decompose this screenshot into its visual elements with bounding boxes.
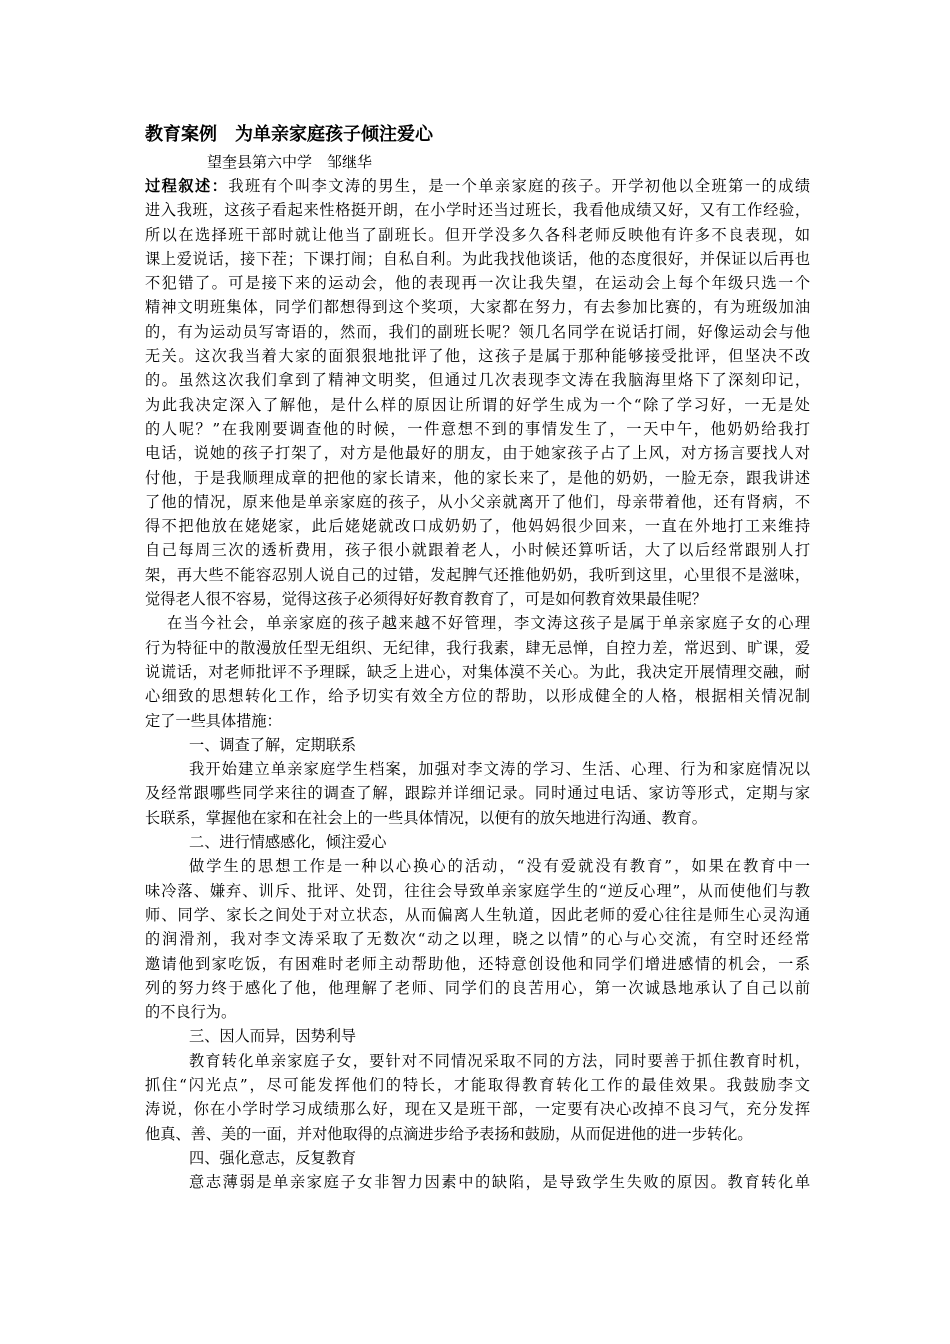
document-page [145, 120, 810, 1194]
text-line [145, 660, 810, 684]
line-text: 精神文明班集体，同学们都想得到这个奖项，大家都在努力，有去参加比赛的，有为班级加油 [145, 298, 810, 317]
line-text: 意志薄弱是单亲家庭子女非智力因素中的缺陷，是导致学生失败的原因。教育转化单 [189, 1173, 810, 1192]
document-body [145, 174, 810, 1194]
line-text: 长联系，掌握他在家和在社会上的一些具体情况，以便有的放矢地进行沟通、教育。 [145, 808, 707, 827]
text-line [145, 1170, 810, 1194]
text-line [145, 441, 810, 465]
line-text: 教育转化单亲家庭子女，要针对不同情况采取不同的方法，同时要善于抓住教育时机， [189, 1051, 810, 1070]
line-text: 付他，于是我顺理成章的把他的家长请来，他的家长来了，是他的奶奶，一脸无奈，跟我讲述 [145, 468, 810, 487]
line-text: 的不良行为。 [145, 1003, 237, 1022]
text-line [145, 1073, 810, 1097]
text-line [145, 320, 810, 344]
text-line [145, 344, 810, 368]
text-line [145, 417, 810, 441]
line-text: 抓住“闪光点”，尽可能发挥他们的特长，才能取得教育转化工作的最佳效果。我鼓励李文 [145, 1075, 810, 1094]
text-line [145, 1024, 810, 1048]
text-line [145, 393, 810, 417]
text-line [145, 854, 810, 878]
text-line [145, 1097, 810, 1121]
line-text: 味冷落、嫌弃、训斥、批评、处罚，往往会导致单亲家庭学生的“逆反心理”，从而使他们与教 [145, 881, 810, 900]
text-line [145, 1049, 810, 1073]
text-line [145, 490, 810, 514]
line-text: 进入我班，这孩子看起来性格挺开朗，在小学时还当过班长，我看他成绩又好，又有工作经验， [145, 201, 810, 220]
text-line [145, 587, 810, 611]
author-line: 望奎县第六中学 邹继华 [207, 153, 373, 171]
line-text: 得不把他放在姥姥家，此后姥姥就改口成奶奶了，他妈妈很少回来，一直在外地打工来维持 [145, 517, 810, 536]
text-line [145, 1000, 810, 1024]
line-text: 我班有个叫李文涛的男生，是一个单亲家庭的孩子。开学初他以全班第一的成绩 [228, 177, 810, 195]
text-line [145, 879, 810, 903]
line-text: 所以在选择班干部时就让他当了副班长。但开学没多久各科老师反映他有许多不良表现，如 [145, 225, 810, 244]
line-text: 的。虽然这次我们拿到了精神文明奖，但通过几次表现李文涛在我脑海里烙下了深刻印记， [145, 371, 810, 390]
text-line [145, 806, 810, 830]
line-text: 的，有为运动员写寄语的，然而，我们的副班长呢？领几名同学在说话打闹，好像运动会与他 [145, 322, 810, 341]
text-line [145, 295, 810, 319]
line-text: 三、因人而异，因势利导 [189, 1027, 357, 1046]
line-text: 心细致的思想转化工作，给予切实有效全方位的帮助，以形成健全的人格，根据相关情况制 [145, 687, 810, 706]
process-label: 过程叙述： [145, 177, 229, 195]
line-text: 他真、善、美的一面，并对他取得的点滴进步给予表扬和鼓励，从而促进他的进一步转化。 [145, 1124, 753, 1143]
text-line [145, 976, 810, 1000]
text-line [145, 684, 810, 708]
line-text: 架，再大些不能容忍别人说自己的过错，发起脾气还推他奶奶，我听到这里，心里很不是滋味， [145, 565, 810, 584]
text-line [145, 223, 810, 247]
text-line [145, 466, 810, 490]
text-line [145, 709, 810, 733]
text-line [145, 611, 810, 635]
line-text: 电话，说她的孩子打架了，对方是他最好的朋友，由于她家孩子占了上风，对方扬言要找人对 [145, 444, 810, 463]
text-line [145, 538, 810, 562]
line-text: 做学生的思想工作是一种以心换心的活动，“没有爱就没有教育”，如果在教育中一 [189, 857, 810, 876]
text-line [145, 1146, 810, 1170]
line-text: 及经常跟哪些同学来往的调查了解，跟踪并详细记录。同时通过电话、家访等形式，定期与家 [145, 784, 810, 803]
text-line [145, 830, 810, 854]
line-text: 在当今社会，单亲家庭的孩子越来越不好管理，李文涛这孩子是属于单亲家庭子女的心理 [167, 614, 810, 633]
text-line [145, 271, 810, 295]
text-line [145, 174, 810, 198]
line-text: 列的努力终于感化了他，他理解了老师、同学们的良苦用心，第一次诚恳地承认了自己以前 [145, 978, 810, 997]
line-text: 课上爱说话，接下茬；下课打闹；自私自利。为此我找他谈话，他的态度很好，并保证以后再也 [145, 249, 810, 268]
line-text: 无关。这次我当着大家的面狠狠地批评了他，这孩子是属于那种能够接受批评，但坚决不改 [145, 347, 810, 366]
line-text: 的人呢？”在我刚要调查他的时候，一件意想不到的事情发生了，一天中午，他奶奶给我打 [145, 419, 810, 438]
text-line [145, 733, 810, 757]
line-text: 了他的情况，原来他是单亲家庭的孩子，从小父亲就离开了他们，母亲带着他，还有肾病，不 [145, 492, 810, 511]
line-text: 不犯错了。可是接下来的运动会，他的表现再一次让我失望，在运动会上每个年级只选一个 [145, 274, 810, 293]
text-line [145, 952, 810, 976]
document-title: 教育案例 为单亲家庭孩子倾注爱心 [145, 124, 433, 145]
line-text: 定了一些具体措施： [145, 711, 282, 730]
line-text: 为此我决定深入了解他，是什么样的原因让所谓的好学生成为一个“除了学习好，一无是处 [145, 395, 810, 414]
text-line [145, 514, 810, 538]
line-text: 自己每周三次的透析费用，孩子很小就跟着老人，小时候还算听话，大了以后经常跟别人打 [145, 541, 810, 560]
line-text: 的润滑剂，我对李文涛采取了无数次“动之以理，晓之以情”的心与心交流，有空时还经常 [145, 930, 810, 949]
line-text: 邀请他到家吃饭，有困难时老师主动帮助他，还特意创设他和同学们增进感情的机会，一系 [145, 954, 810, 973]
line-text: 四、强化意志，反复教育 [189, 1148, 357, 1167]
line-text: 师、同学、家长之间处于对立状态，从而偏离人生轨道，因此老师的爱心往往是师生心灵沟通 [145, 905, 810, 924]
line-text: 行为特征中的散漫放任型无组织、无纪律，我行我素，肆无忌惮，自控力差，常迟到、旷课，爱 [145, 638, 810, 657]
line-text: 我开始建立单亲家庭学生档案，加强对李文涛的学习、生活、心理、行为和家庭情况以 [189, 760, 810, 779]
text-line [145, 903, 810, 927]
line-text: 二、进行情感感化，倾注爱心 [189, 833, 387, 852]
text-line [145, 1122, 810, 1146]
text-line [145, 198, 810, 222]
text-line [145, 563, 810, 587]
line-text: 觉得老人很不容易，觉得这孩子必须得好好教育教育了，可是如何教育效果最佳呢？ [145, 590, 707, 609]
text-line [145, 636, 810, 660]
line-text: 一、调查了解，定期联系 [189, 735, 357, 754]
text-line [145, 757, 810, 781]
line-text: 说谎话，对老师批评不予理睬，缺乏上进心，对集体漠不关心。为此，我决定开展情理交融，耐 [145, 662, 810, 681]
line-text: 涛说，你在小学时学习成绩那么好，现在又是班干部，一定要有决心改掉不良习气，充分发挥 [145, 1100, 810, 1119]
text-line [145, 247, 810, 271]
text-line [145, 368, 810, 392]
text-line [145, 781, 810, 805]
text-line [145, 927, 810, 951]
